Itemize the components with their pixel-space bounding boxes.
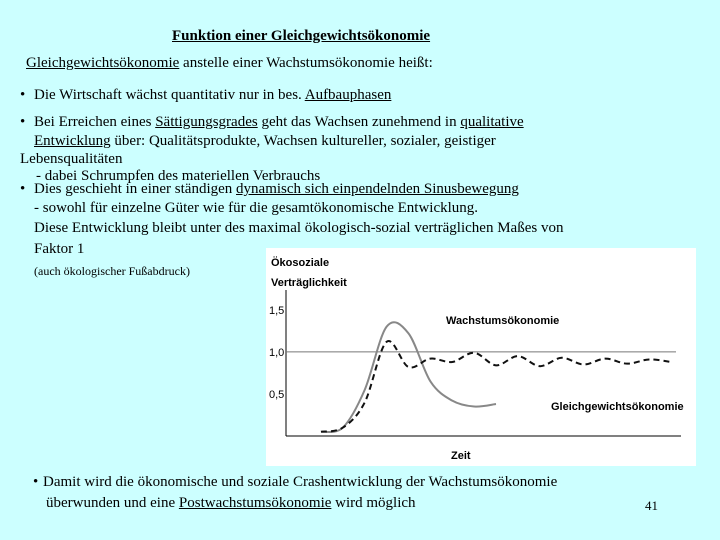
bullet-sine-l1 xyxy=(20,181,519,198)
y-tick-label: 0,5 xyxy=(269,388,285,401)
qualitative-term: qualitative xyxy=(460,114,524,130)
chart-title-line1: Ökosoziale xyxy=(271,257,330,269)
sinusbewegung-term: dynamisch sich einpendelnden Sinusbewegung xyxy=(236,181,519,197)
entwicklung-term: Entwicklung xyxy=(34,133,111,149)
bullet-marker: • xyxy=(20,87,26,103)
bullet-saturation-l2 xyxy=(34,133,496,150)
x-axis-label: Zeit xyxy=(451,450,471,462)
footer-line2-c: wird möglich xyxy=(331,495,416,511)
y-tick-label: 1,5 xyxy=(269,304,285,317)
footer-line1-text: Damit wird die ökonomische und soziale Crashentwicklung der Wachstumsökonomie xyxy=(43,474,558,490)
series-label-gleichgewicht: Gleichgewichtsökonomie xyxy=(551,401,684,413)
intro-rest: anstelle einer Wachstumsökonomie heißt: xyxy=(179,55,433,71)
bullet-sine-l3: Diese Entwicklung bleibt unter des maximal ökologisch-sozial verträglichen Maßes von xyxy=(34,220,564,236)
bullet-growth-text: Die Wirtschaft wächst quantitativ nur in bes. xyxy=(34,87,305,103)
footer-line2 xyxy=(46,495,416,512)
bullet-sine-text-a: Dies geschieht in einer ständigen xyxy=(34,181,237,197)
saettigungsgrad-term: Sättigungsgrades xyxy=(155,114,258,130)
bullet-marker: • xyxy=(20,114,26,130)
series-label-wachstum: Wachstumsökonomie xyxy=(446,315,560,327)
aufbauphasen-term: Aufbauphasen xyxy=(304,87,392,103)
bullet-saturation-text-c: geht das Wachsen zunehmend in xyxy=(257,114,461,130)
postwachstum-term: Postwachstumsökonomie xyxy=(178,495,332,511)
chart-title-line2: Verträglichkeit xyxy=(271,277,347,289)
bullet-sine-l4: Faktor 1 xyxy=(34,241,85,257)
series-line-gleichgewicht xyxy=(321,341,671,432)
intro-term: Gleichgewichtsökonomie xyxy=(26,55,180,71)
bullet-saturation-text-a: Bei Erreichen eines xyxy=(34,114,156,130)
chart xyxy=(266,248,696,466)
intro-line xyxy=(26,55,433,72)
bullet-saturation-l1 xyxy=(20,114,524,131)
bullet-saturation-l4: - dabei Schrumpfen des materiellen Verbrauchs xyxy=(36,168,321,184)
footprint-note: (auch ökologischer Fußabdruck) xyxy=(34,264,190,278)
series-line-wachstum xyxy=(321,322,496,432)
bullet-marker: • xyxy=(20,181,26,197)
y-tick-label: 1,0 xyxy=(269,346,285,359)
bullet-marker: • xyxy=(33,474,39,490)
page-title: Funktion einer Gleichgewichtsökonomie xyxy=(172,28,431,44)
bullet-growth xyxy=(20,87,391,104)
bullet-saturation-text-f: über: Qualitätsprodukte, Wachsen kultureller, sozialer, geistiger xyxy=(110,133,496,149)
footer-line1 xyxy=(33,474,557,491)
bullet-saturation-l3: Lebensqualitäten xyxy=(20,151,123,167)
bullet-sine-l2: - sowohl für einzelne Güter wie für die gesamtökonomische Entwicklung. xyxy=(34,200,479,216)
page-number: 41 xyxy=(645,498,658,513)
footer-line2-a: überwunden und eine xyxy=(46,495,179,511)
